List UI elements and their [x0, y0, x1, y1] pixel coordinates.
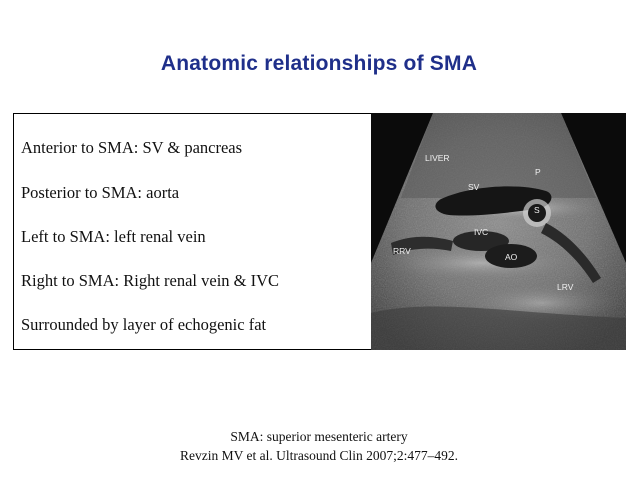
slide-title: Anatomic relationships of SMA [160, 52, 478, 75]
label-liver: LIVER [425, 153, 450, 163]
relationships-box [13, 113, 371, 350]
relationship-posterior: Posterior to SMA: aorta [21, 183, 180, 202]
relationship-right: Right to SMA: Right renal vein & IVC [21, 271, 280, 290]
label-ivc: IVC [474, 227, 489, 237]
caption-citation: Revzin MV et al. Ultrasound Clin 2007;2:477–492. [180, 448, 458, 463]
ultrasound-scan [371, 113, 626, 350]
relationship-anterior: Anterior to SMA: SV & pancreas [21, 138, 243, 157]
label-rrv: RRV [393, 246, 411, 256]
label-p: P [535, 167, 541, 177]
label-sv: SV [468, 182, 480, 192]
relationship-surrounding-fat: Surrounded by layer of echogenic fat [21, 315, 267, 334]
caption-definition: SMA: superior mesenteric artery [230, 429, 408, 444]
relationship-left: Left to SMA: left renal vein [21, 227, 206, 246]
ultrasound-image [371, 113, 626, 350]
label-lrv: LRV [557, 282, 574, 292]
label-s: S [534, 205, 540, 215]
label-ao: AO [505, 252, 518, 262]
